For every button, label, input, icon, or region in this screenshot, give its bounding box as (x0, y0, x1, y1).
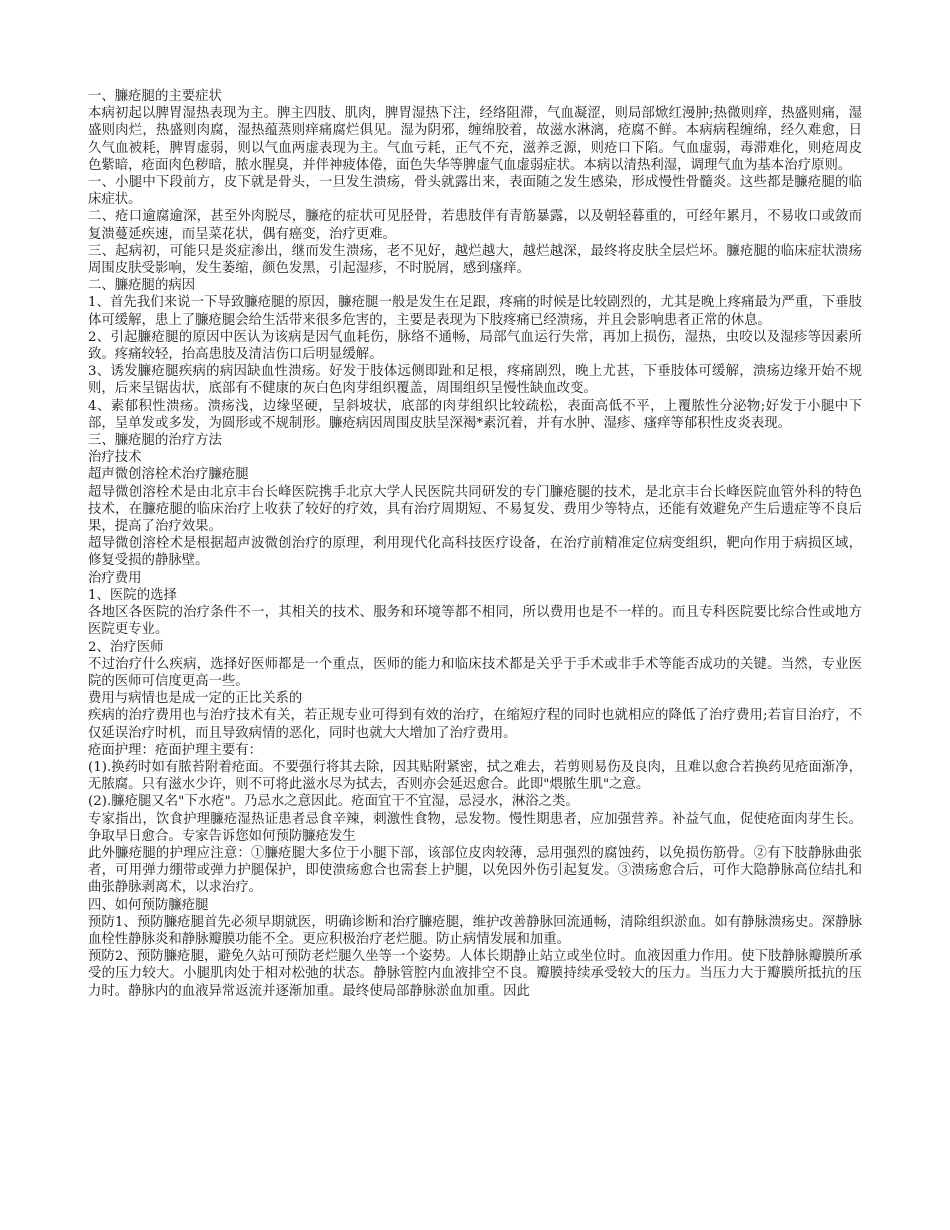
paragraph-care-notes: 此外臁疮腿的护理应注意：①臁疮腿大多位于小腿下部，该部位皮肉较薄，忌用强烈的腐蚀药，以免损伤筋骨。②有下肢静脉曲张者，可用弹力绷带或弹力护腿保护，即使溃疡愈合也需套上护腿，以免因外伤引起复发。③溃疡愈合后，可作大隐静脉高位结扎和曲张静脉剥离术，以求治疗。 (88, 845, 862, 896)
section-heading-causes: 二、臁疮腿的病因 (88, 278, 196, 294)
paragraph-cause-2: 2、引起臁疮腿的原因中医认为该病是因气血耗伤，脉络不通畅，局部气血运行失常，再加上损伤，湿热，虫咬以及湿疹等因素所致。疼痛较轻，抬高患肢及清洁伤口后明显缓解。 (88, 329, 862, 363)
subheading-treatment-cost: 治疗费用 (88, 570, 142, 586)
paragraph-wound-care-2: (2).臁疮腿又名"下水疮"。乃忌水之意因此。疮面宜干不宜湿，忌浸水，淋浴之类。 (88, 794, 579, 810)
subheading-hospital-choice: 1、医院的选择 (88, 587, 177, 603)
subheading-ultrasound-therapy: 超声微创溶栓术治疗臁疮腿 (88, 467, 249, 483)
paragraph-symptoms-intro: 本病初起以脾胃湿热表现为主。脾主四肢、肌肉，脾胃湿热下注，经络阻滞，气血凝涩，则局部焮红漫肿;热微则痒，热盛则痛，湿盛则肉烂，热盛则肉腐，湿热蕴蒸则痒痛腐烂俱见。湿为阴邪，缠绵胶着，故滋水淋漓，疮腐不鲜。本病病程缠绵，经久难愈，日久气血被耗，脾胃虚弱，则以气血两虚表现为主。气血亏耗，正气不充，滋养乏源，则疮口下陷。气血虚弱，毒滞难化，则疮周皮色紫暗，疮面肉色秽暗，脓水腥臭，并伴神疲体倦，面色失华等脾虚气血虚弱症状。本病以清热利湿，调理气血为基本治疗原则。 (88, 106, 862, 173)
paragraph-symptom-2: 二、疮口逾腐逾深，甚至外肉脱尽，臁疮的症状可见胫骨，若患肢伴有青筋暴露，以及朝轻暮重的，可经年累月，不易收口或敛而复溃蔓延疾速，而呈菜花状，偶有癌变，治疗更难。 (88, 209, 862, 242)
subheading-treatment-technique: 治疗技术 (88, 450, 142, 466)
subheading-wound-care: 疮面护理：疮面护理主要有： (88, 742, 263, 758)
paragraph-therapy-2: 超导微创溶栓术是根据超声波微创治疗的原理，利用现代化高科技医疗设备，在治疗前精准定位病变组织，靶向作用于病损区域，修复受损的静脉壁。 (88, 536, 862, 569)
section-heading-symptoms: 一、臁疮腿的主要症状 (88, 89, 222, 104)
paragraph-physician: 不过治疗什么疾病，选择好医师都是一个重点，医师的能力和临床技术都是关乎于手术或非手术等能否成功的关键。当然，专业医院的医师可信度更高一些。 (88, 656, 862, 689)
paragraph-prevention-1: 预防1、预防臁疮腿首先必须早期就医，明确诊断和治疗臁疮腿，维护改善静脉回流通畅，清除组织淤血。如有静脉溃疡史。深静脉血栓性静脉炎和静脉瓣膜功能不全。更应积极治疗老烂腿。防止病情发展和加重。 (88, 914, 862, 947)
paragraph-wound-care-1: (1).换药时如有脓苔附着疮面。不要强行将其去除，因其贴附紧密，拭之难去，若剪则易伤及良肉，且难以愈合若换药见疮面渐净，无脓腐。只有滋水少许，则不可将此滋水尽为拭去，否则亦会延迟愈合。此即"煨脓生肌"之意。 (88, 759, 862, 793)
paragraph-cost-condition: 疾病的治疗费用也与治疗技术有关，若正规专业可得到有效的治疗，在缩短疗程的同时也就相应的降低了治疗费用;若盲目治疗，不仅延误治疗时机，而且导致病情的恶化，同时也就大大增加了治疗费用。 (88, 708, 862, 741)
paragraph-diet-care: 专家指出，饮食护理臁疮湿热证患者忌食辛辣，刺激性食物，忌发物。慢性期患者，应加强营养。补益气血，促使疮面肉芽生长。争取早日愈合。专家告诉您如何预防臁疮发生 (88, 811, 862, 844)
subheading-physician: 2、治疗医师 (88, 639, 164, 655)
section-heading-prevention: 四、如何预防臁疮腿 (88, 897, 209, 913)
paragraph-prevention-2: 预防2、预防臁疮腿，避免久站可预防老烂腿久坐等一个姿势。人体长期静止站立或坐位时。血液因重力作用。使下肢静脉瓣膜所承受的压力较大。小腿肌肉处于相对松弛的状态。静脉管腔内血液排空不良。瓣膜持续承受较大的压力。当压力大于瓣膜所抵抗的压力时。静脉内的血液异常返流并逐渐加重。最终使局部静脉淤血加重。因此 (88, 949, 862, 999)
paragraph-cause-1: 1、首先我们来说一下导致臁疮腿的原因，臁疮腿一般是发生在足跟，疼痛的时候是比较剧烈的，尤其是晚上疼痛最为严重，下垂肢体可缓解，患上了臁疮腿会给生活带来很多危害的，主要是表现为下肢疼痛已经溃疡，并且会影响患者正常的休息。 (88, 295, 862, 328)
paragraph-cause-4: 4、素郁积性溃疡。溃疡浅，边缘坚硬，呈斜坡状，底部的肉芽组织比较疏松，表面高低不平，上覆脓性分泌物;好发于小腿中下部，呈单发或多发，为圆形或不规制形。臁疮病因周围皮肤呈深褐*素沉着，并有水肿、湿疹、瘙痒等郁积性皮炎表现。 (88, 398, 862, 431)
section-heading-treatment: 三、臁疮腿的治疗方法 (88, 433, 222, 449)
paragraph-cause-3: 3、诱发臁疮腿疾病的病因缺血性溃疡。好发于肢体远侧即趾和足根，疼痛剧烈，晚上尤甚，下垂肢体可缓解，溃疡边缘开始不规则，后来呈锯齿状，底部有不健康的灰白色肉芽组织覆盖，周围组织呈慢性缺血改变。 (88, 364, 862, 397)
paragraph-therapy-1: 超导微创溶栓术是由北京丰台长峰医院携手北京大学人民医院共同研发的专门臁疮腿的技术，是北京丰台长峰医院血管外科的特色技术，在臁疮腿的临床治疗上收获了较好的疗效，具有治疗周期短、不易复发、费用少等特点，还能有效避免产生后遗症等不良后果，提高了治疗效果。 (88, 484, 862, 535)
paragraph-symptom-3: 三、起病初，可能只是炎症渗出，继而发生溃疡，老不见好，越烂越大，越烂越深，最终将皮肤全层烂坏。臁疮腿的临床症状溃疡周围皮肤受影响，发生萎缩，颜色发黑，引起湿疹，不时脱屑，感到瘙痒。 (88, 243, 862, 277)
document-body (88, 88, 862, 1000)
paragraph-hospital-choice: 各地区各医院的治疗条件不一，其相关的技术、服务和环境等都不相同，所以费用也是不一样的。而且专科医院要比综合性或地方医院更专业。 (88, 605, 862, 638)
paragraph-symptom-1: 一、小腿中下段前方，皮下就是骨头，一旦发生溃疡，骨头就露出来，表面随之发生感染，形成慢性骨髓炎。这些都是臁疮腿的临床症状。 (88, 175, 862, 208)
subheading-cost-condition: 费用与病情也是成一定的正比关系的 (88, 691, 303, 707)
